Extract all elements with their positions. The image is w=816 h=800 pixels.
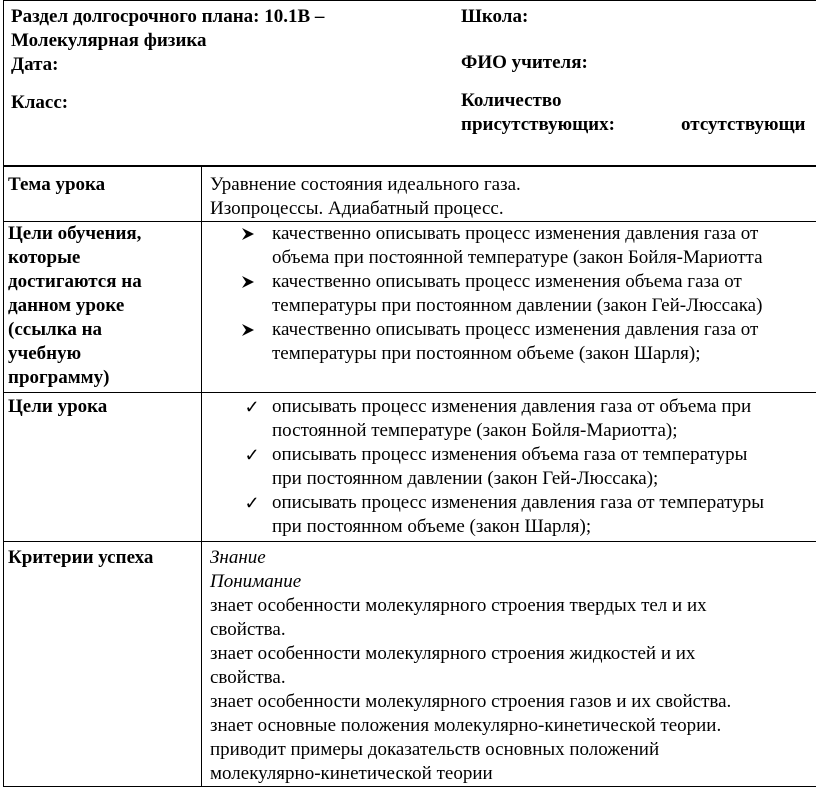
school-label: Школа: xyxy=(461,6,529,27)
goal-1-line-1: качественно описывать процесс изменения давления газа от xyxy=(272,223,759,244)
present-label: присутствующих: xyxy=(461,114,615,135)
goal-3-line-2: температуры при постоянном объеме (закон Шарля); xyxy=(272,343,701,364)
lesson-goal-3-line-1: описывать процесс изменения давления газа от температуры xyxy=(272,492,764,513)
criteria-row xyxy=(4,542,816,787)
section-topic: Молекулярная физика xyxy=(11,30,207,51)
goal-2-line-1: качественно описывать процесс изменения объема газа от xyxy=(272,271,742,292)
count-label: Количество xyxy=(461,90,562,111)
learning-goals-label-3: достигаются на xyxy=(8,271,142,292)
topic-line-1: Уравнение состояния идеального газа. xyxy=(210,174,521,195)
check-bullet-icon: ✓ xyxy=(244,445,260,465)
lesson-goal-2-line-2: при постоянном давлении (закон Гей-Люссака); xyxy=(272,468,659,489)
criteria-understanding: Понимание xyxy=(210,571,302,592)
lesson-goals-row xyxy=(4,393,816,542)
lesson-plan-table xyxy=(3,0,816,787)
check-bullet-icon: ✓ xyxy=(244,493,260,513)
header-left xyxy=(11,5,431,115)
lesson-goals-value-cell xyxy=(202,393,816,542)
lesson-goals-label: Цели урока xyxy=(8,396,108,417)
header-right xyxy=(461,5,816,137)
list-item xyxy=(206,443,816,491)
header-cell xyxy=(4,1,816,167)
list-item xyxy=(206,318,816,366)
criteria-knowledge: Знание xyxy=(210,547,266,568)
lesson-goals-list xyxy=(206,395,816,539)
date-label: Дата: xyxy=(11,54,59,75)
list-item xyxy=(206,395,816,443)
criteria-line-3: знает особенности молекулярного строения жидкостей и их xyxy=(210,643,696,664)
topic-row xyxy=(4,166,816,222)
lesson-goal-1-line-2: постоянной температуре (закон Бойля-Мариотта); xyxy=(272,420,678,441)
learning-goals-label-cell xyxy=(4,222,202,393)
lesson-goal-3-line-2: при постоянном объеме (закон Шарля); xyxy=(272,516,592,537)
learning-goals-list xyxy=(206,222,816,366)
goal-3-line-1: качественно описывать процесс изменения давления газа от xyxy=(272,319,759,340)
learning-goals-label-7: программу) xyxy=(8,367,110,388)
learning-goals-label-2: которые xyxy=(8,247,81,268)
absent-label: отсутствующи xyxy=(681,114,806,135)
check-bullet-icon: ✓ xyxy=(244,397,260,417)
goal-2-line-2: температуры при постоянном давлении (закон Гей-Люссака) xyxy=(272,295,763,316)
learning-goals-label-5: (ссылка на xyxy=(8,319,103,340)
arrow-bullet-icon xyxy=(238,222,258,246)
criteria-line-5: знает особенности молекулярного строения газов и их свойства. xyxy=(210,691,732,712)
list-item xyxy=(206,491,816,539)
learning-goals-row xyxy=(4,222,816,393)
lesson-goal-2-line-1: описывать процесс изменения объема газа от температуры xyxy=(272,444,748,465)
topic-label: Тема урока xyxy=(8,174,106,195)
lesson-goals-label-cell xyxy=(4,393,202,542)
criteria-line-4: свойства. xyxy=(210,667,286,688)
class-label: Класс: xyxy=(11,92,69,113)
criteria-line-7: приводит примеры доказательств основных положений xyxy=(210,739,660,760)
criteria-line-2: свойства. xyxy=(210,619,286,640)
header-row xyxy=(4,1,816,167)
list-item xyxy=(206,270,816,318)
criteria-label: Критерии успеха xyxy=(8,547,154,568)
arrow-bullet-icon xyxy=(238,270,258,294)
topic-value-cell xyxy=(202,166,816,222)
criteria-label-cell xyxy=(4,542,202,787)
criteria-value-cell xyxy=(202,542,816,787)
criteria-line-8: молекулярно-кинетической теории xyxy=(210,763,493,784)
criteria-line-6: знает основные положения молекулярно-кинетической теории. xyxy=(210,715,722,736)
section-label: Раздел долгосрочного плана: 10.1В – xyxy=(11,6,325,27)
attendance-row xyxy=(461,113,816,137)
arrow-bullet-icon xyxy=(238,318,258,342)
learning-goals-label-1: Цели обучения, xyxy=(8,223,142,244)
learning-goals-value-cell xyxy=(202,222,816,393)
teacher-label: ФИО учителя: xyxy=(461,52,588,73)
topic-line-2: Изопроцессы. Адиабатный процесс. xyxy=(210,198,504,219)
learning-goals-label-6: учебную xyxy=(8,343,82,364)
criteria-line-1: знает особенности молекулярного строения твердых тел и их xyxy=(210,595,707,616)
learning-goals-label-4: данном уроке xyxy=(8,295,125,316)
lesson-goal-1-line-1: описывать процесс изменения давления газа от объема при xyxy=(272,396,752,417)
topic-label-cell xyxy=(4,166,202,222)
goal-1-line-2: объема при постоянной температуре (закон Бойля-Мариотта xyxy=(272,247,763,268)
list-item xyxy=(206,222,816,270)
